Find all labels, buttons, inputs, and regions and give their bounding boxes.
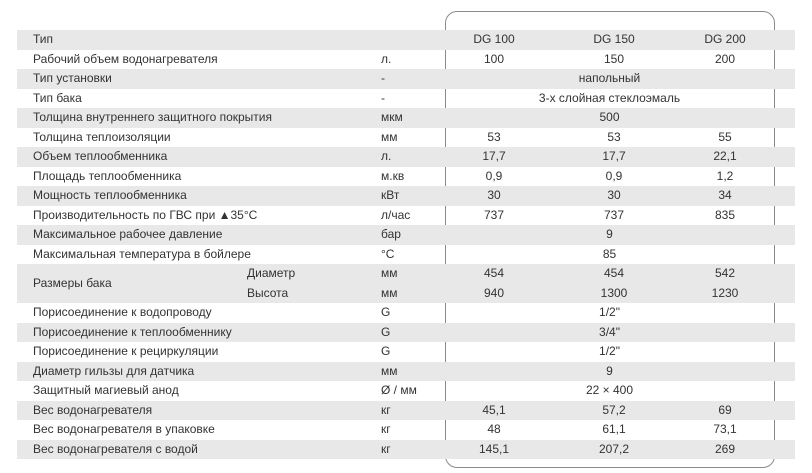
row-name: Вес водонагревателя xyxy=(33,402,153,417)
table-row xyxy=(17,420,795,440)
height-dg200: 1230 xyxy=(711,285,739,300)
table-row xyxy=(17,323,795,343)
model-dg150: DG 150 xyxy=(593,32,635,46)
table-row xyxy=(17,381,795,401)
row-unit: л. xyxy=(381,51,392,66)
dimension-unit-height: мм xyxy=(381,285,398,300)
row-value-all: 22 × 400 xyxy=(585,383,634,397)
row-value-dg100: 737 xyxy=(483,207,505,222)
row-value-all: 9 xyxy=(606,227,613,241)
table-row xyxy=(17,69,795,89)
row-value-dg150: 737 xyxy=(603,207,625,222)
table-row xyxy=(17,128,795,148)
row-name: Мощность теплообменника xyxy=(33,188,187,202)
row-unit: кг xyxy=(381,441,391,456)
row-value-dg200: 200 xyxy=(714,51,736,66)
row-name: Вес водонагревателя в упаковке xyxy=(33,422,215,436)
row-value-all: 1/2" xyxy=(599,305,620,319)
row-value-dg100: 30 xyxy=(487,188,501,202)
row-unit: G xyxy=(381,344,391,358)
row-value-dg200: 22,1 xyxy=(713,149,737,163)
row-name: Тип бака xyxy=(33,90,82,105)
row-unit: л/час xyxy=(381,207,411,222)
row-value-all: напольный xyxy=(578,71,641,85)
table-row xyxy=(17,245,795,265)
row-name: Объем теплообменника xyxy=(33,149,168,163)
row-unit: кВт xyxy=(381,188,400,202)
row-value-dg200: 835 xyxy=(714,207,736,222)
row-value-dg150: 207,2 xyxy=(598,441,630,456)
row-unit: бар xyxy=(381,227,401,241)
table-row xyxy=(17,147,795,167)
row-value-all: 3-х слойная стеклоэмаль xyxy=(538,90,681,105)
dimension-label-diameter: Диаметр xyxy=(247,266,296,280)
row-unit: л. xyxy=(381,149,392,163)
row-name: Рабочий объем водонагревателя xyxy=(33,51,218,66)
model-dg100: DG 100 xyxy=(473,32,515,46)
model-dg200: DG 200 xyxy=(704,32,746,46)
row-name: Защитный магиевый анод xyxy=(33,383,179,397)
row-unit: Ø / мм xyxy=(381,383,417,397)
row-value-dg150: 150 xyxy=(603,51,625,66)
row-unit: м.кв xyxy=(381,168,405,183)
dimension-label-height: Высота xyxy=(247,285,289,300)
row-name: Толщина теплоизоляции xyxy=(33,129,171,144)
row-unit: °C xyxy=(381,246,395,261)
diameter-dg200: 542 xyxy=(714,266,736,280)
row-name: Производительность по ГВС при ▲35°C xyxy=(33,207,258,222)
row-value-all: 3/4" xyxy=(599,324,620,339)
row-name: Размеры бака xyxy=(33,275,112,290)
row-name: Площадь теплообменника xyxy=(33,168,182,183)
table-row xyxy=(17,206,795,226)
row-unit: кг xyxy=(381,402,391,417)
table-row xyxy=(17,342,795,362)
table-row xyxy=(17,225,795,245)
row-name: Диаметр гильзы для датчика xyxy=(33,363,195,378)
row-name: Порисоединение к водопроводу xyxy=(33,305,212,319)
row-value-dg200: 1,2 xyxy=(716,168,734,183)
row-value-dg150: 0,9 xyxy=(605,168,623,183)
row-name: Максимальное рабочее давление xyxy=(33,227,223,241)
table-row-dimensions xyxy=(17,264,795,303)
table-row xyxy=(17,167,795,187)
row-value-all: 500 xyxy=(599,110,620,124)
row-name: Максимальная температура в бойлере xyxy=(33,246,251,261)
table-row xyxy=(17,401,795,421)
table-row xyxy=(17,50,795,70)
row-unit: мм xyxy=(381,363,398,378)
diameter-dg100: 454 xyxy=(483,266,505,280)
row-unit: - xyxy=(381,71,385,85)
height-dg100: 940 xyxy=(483,285,505,300)
header-type-label: Тип xyxy=(33,32,54,46)
row-value-dg100: 0,9 xyxy=(485,168,503,183)
table-row xyxy=(17,303,795,323)
row-value-dg150: 17,7 xyxy=(602,149,626,163)
row-value-all: 85 xyxy=(602,246,617,261)
row-unit: кг xyxy=(381,422,391,436)
diameter-dg150: 454 xyxy=(603,266,625,280)
dimension-unit-diameter: мм xyxy=(381,266,398,280)
row-name: Порисоединение к рециркуляции xyxy=(33,344,219,358)
table-row xyxy=(17,89,795,109)
row-value-all: 1/2" xyxy=(599,344,620,358)
row-unit: G xyxy=(381,324,391,339)
row-value-all: 9 xyxy=(606,363,613,378)
row-unit: мкм xyxy=(381,110,403,124)
row-value-dg200: 55 xyxy=(718,129,732,144)
row-name: Тип установки xyxy=(33,71,112,85)
row-value-dg200: 34 xyxy=(718,188,732,202)
row-value-dg200: 69 xyxy=(718,402,732,417)
row-value-dg150: 61,1 xyxy=(602,422,626,436)
row-name: Порисоединение к теплообменнику xyxy=(33,324,232,339)
height-dg150: 1300 xyxy=(600,285,628,300)
row-value-dg150: 30 xyxy=(607,188,621,202)
row-name: Толщина внутреннего защитного покрытия xyxy=(33,110,272,124)
row-value-dg150: 57,2 xyxy=(602,402,626,417)
row-value-dg150: 53 xyxy=(607,129,621,144)
row-value-dg100: 48 xyxy=(487,422,501,436)
row-unit: G xyxy=(381,305,391,319)
row-unit: - xyxy=(381,90,385,105)
table-row xyxy=(17,108,795,128)
table-header-row xyxy=(17,30,795,50)
row-value-dg200: 73,1 xyxy=(713,422,737,436)
row-value-dg100: 100 xyxy=(483,51,505,66)
spec-table xyxy=(17,30,795,459)
row-value-dg100: 53 xyxy=(487,129,501,144)
row-unit: мм xyxy=(381,129,398,144)
row-name: Вес водонагревателя с водой xyxy=(33,441,198,456)
row-value-dg200: 269 xyxy=(714,441,736,456)
table-row xyxy=(17,362,795,382)
row-value-dg100: 17,7 xyxy=(482,149,506,163)
row-value-dg100: 145,1 xyxy=(478,441,510,456)
table-row xyxy=(17,186,795,206)
row-value-dg100: 45,1 xyxy=(482,402,506,417)
table-row xyxy=(17,440,795,460)
